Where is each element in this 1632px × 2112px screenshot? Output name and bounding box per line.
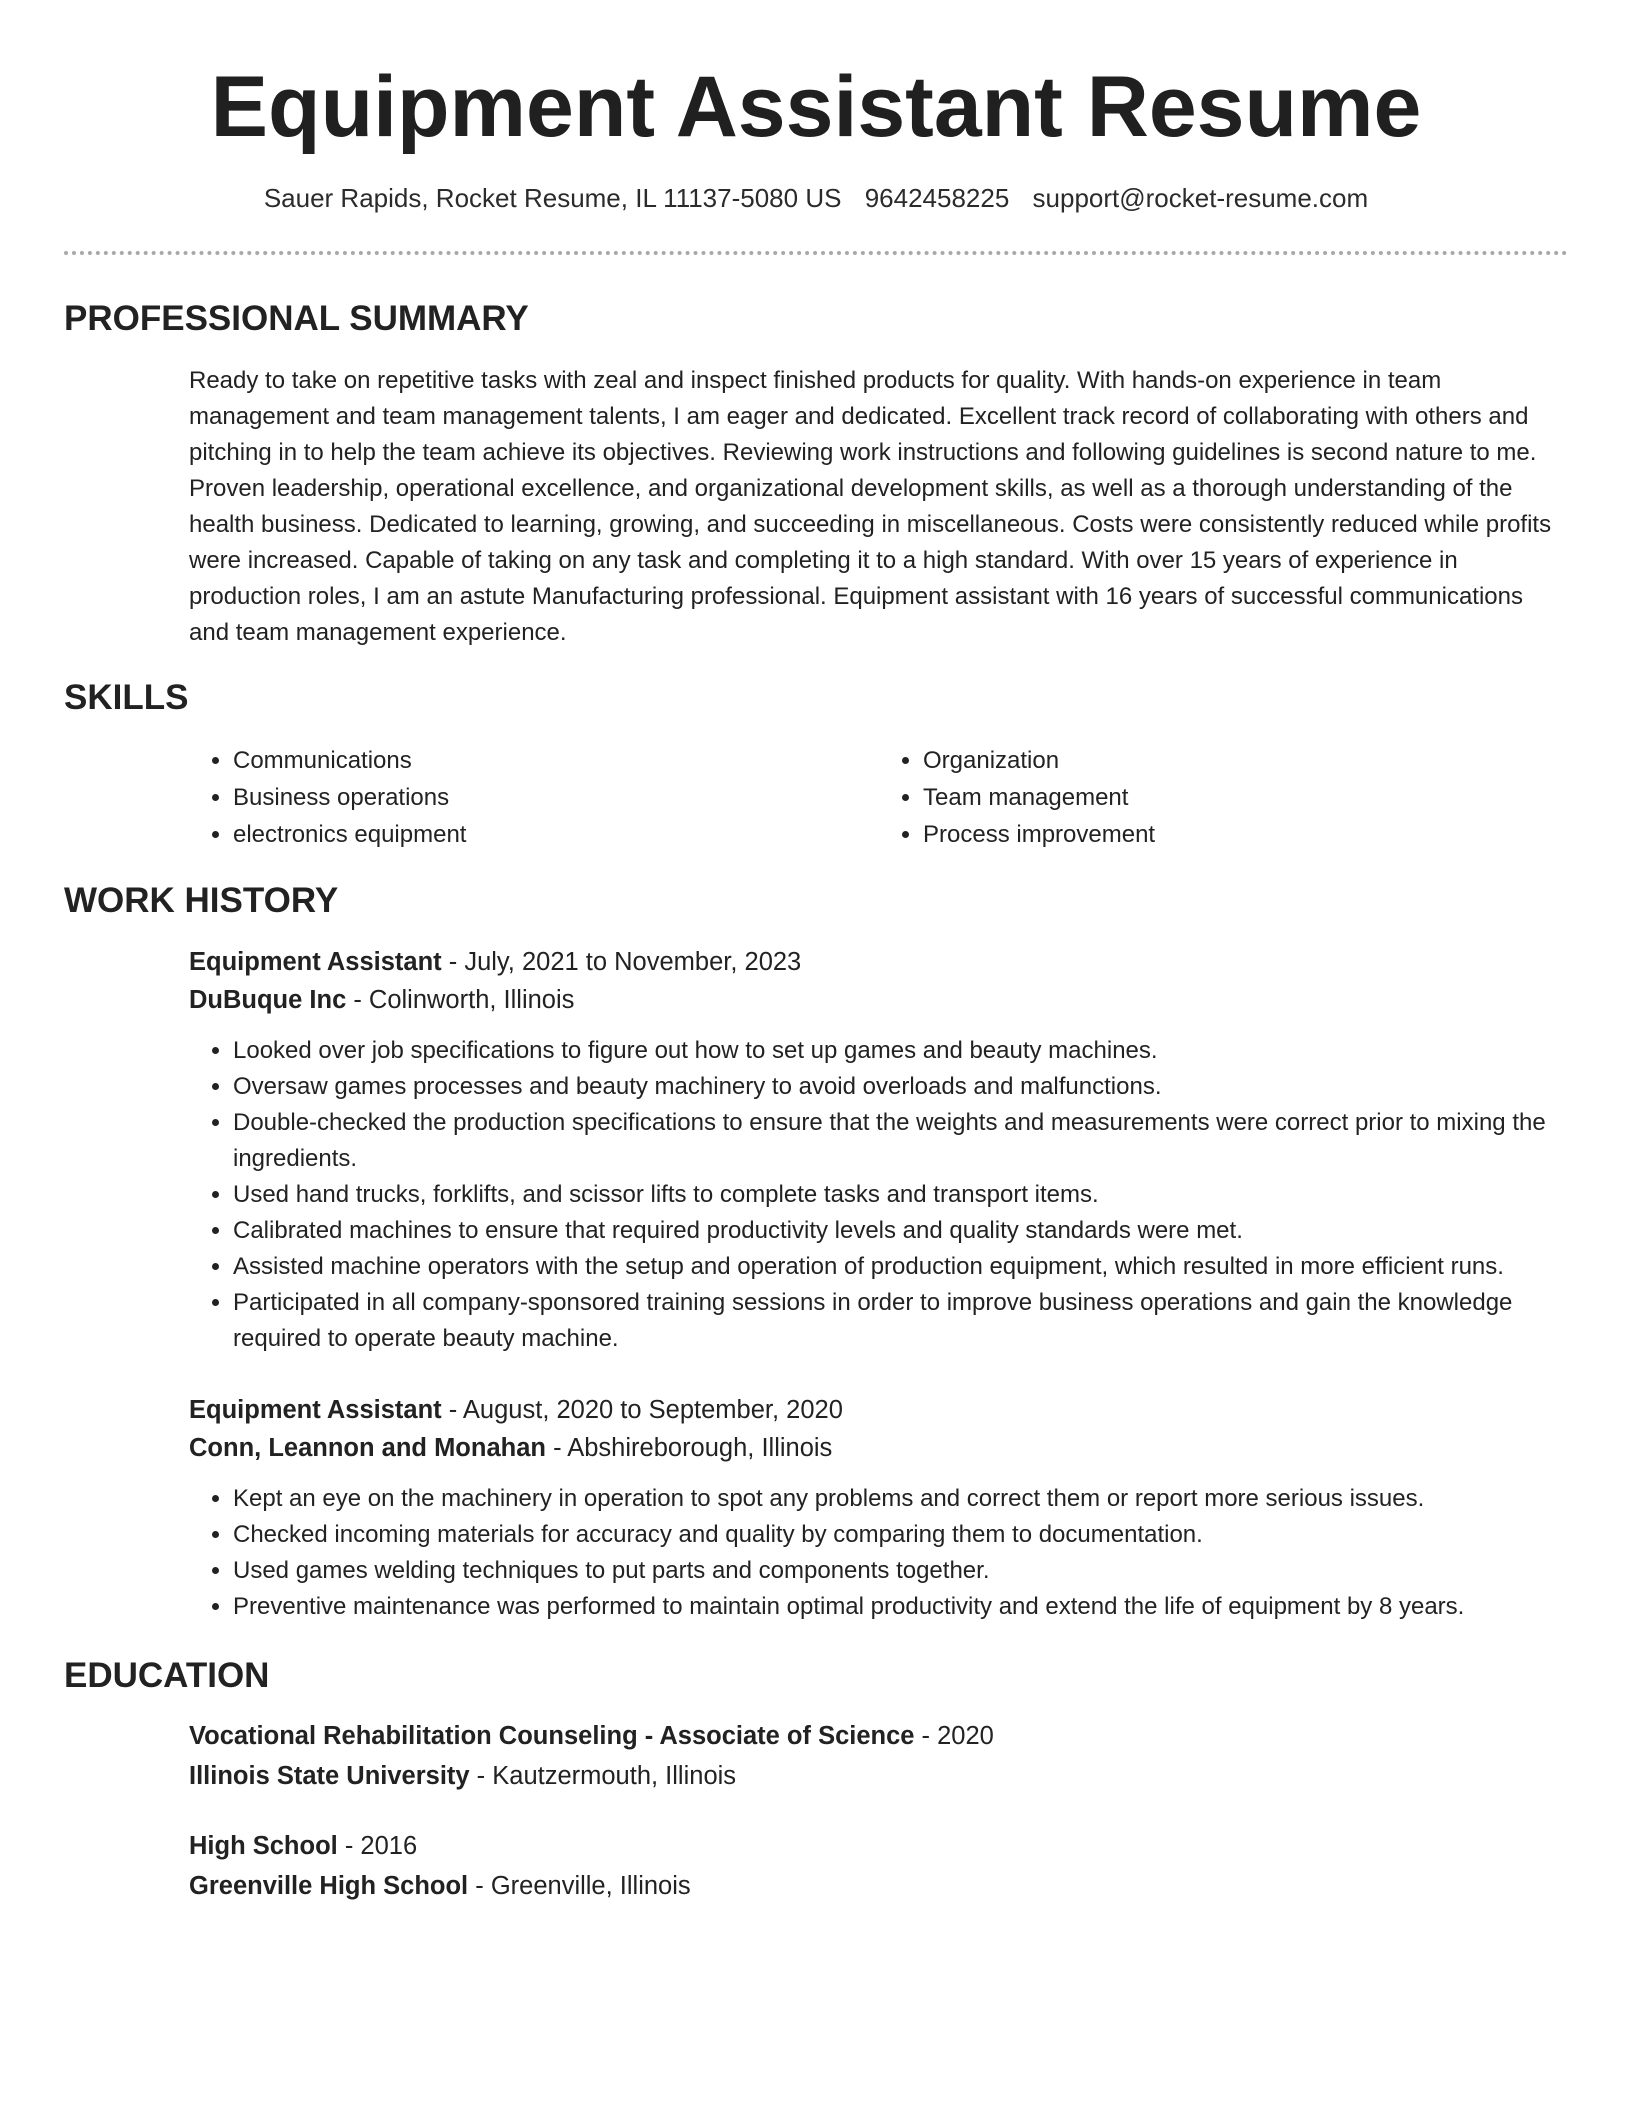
duty-item: • Kept an eye on the machinery in operation to spot any problems and correct them or report more serious issues. xyxy=(233,1481,1569,1517)
job-company: DuBuque Inc xyxy=(189,986,347,1014)
header-divider xyxy=(64,251,1568,255)
skill-item: • Process improvement xyxy=(923,816,1569,853)
duty-item: • Double-checked the production specifications to ensure that the weights and measurements were correct prior to mixing the ingredients. xyxy=(233,1105,1569,1177)
skill-item: • Business operations xyxy=(233,779,879,816)
duty-item: • Participated in all company-sponsored training sessions in order to improve business operations and gain the knowledge required to operate beauty machine. xyxy=(233,1285,1569,1357)
job-entry xyxy=(189,943,1569,1357)
duty-item: • Calibrated machines to ensure that required productivity levels and quality standards were met. xyxy=(233,1213,1569,1249)
education-heading: EDUCATION xyxy=(64,1656,270,1695)
duty-item: • Assisted machine operators with the setup and operation of production equipment, which resulted in more efficient runs. xyxy=(233,1249,1569,1285)
job-location: - Abshireborough, Illinois xyxy=(545,1434,833,1462)
education-degree: High School xyxy=(189,1832,338,1860)
skill-item: • Organization xyxy=(923,742,1569,779)
job-company: Conn, Leannon and Monahan xyxy=(189,1434,546,1462)
summary-heading: PROFESSIONAL SUMMARY xyxy=(64,299,529,338)
job-duties xyxy=(189,1481,1569,1625)
job-dates: - August, 2020 to September, 2020 xyxy=(441,1396,843,1424)
job-duties xyxy=(189,1033,1569,1357)
job-company-line xyxy=(189,981,1569,1019)
skill-item: • Communications xyxy=(233,742,879,779)
summary-text: Ready to take on repetitive tasks with zeal and inspect finished products for quality. With hands-on experience in team management and team management talents, I am eager and dedicated. Excellent track record of collaborating with others and pitching in to help the team achieve its objectives. Reviewing work instructions and following guidelines is second nature to me. Proven leadership, operational excellence, and organizational development skills, as well as a thorough understanding of the health business. Dedicated to learning, growing, and succeeding in miscellaneous. Costs were consistently reduced while profits were increased. Capable of taking on any task and completing it to a high standard. With over 15 years of experience in production roles, I am an astute Manufacturing professional. Equipment assistant with 16 years of successful communications and team management experience. xyxy=(189,367,1552,646)
education-location: - Greenville, Illinois xyxy=(468,1872,691,1900)
duty-item: • Preventive maintenance was performed to maintain optimal productivity and extend the life of equipment by 8 years. xyxy=(233,1589,1569,1625)
education-entry xyxy=(189,1826,1569,1906)
duty-item: • Used games welding techniques to put parts and components together. xyxy=(233,1553,1569,1589)
education-school: Illinois State University xyxy=(189,1762,470,1790)
duty-item: • Looked over job specifications to figure out how to set up games and beauty machines. xyxy=(233,1033,1569,1069)
job-company-line xyxy=(189,1429,1569,1467)
education-year: - 2016 xyxy=(337,1832,418,1860)
skill-item: • Team management xyxy=(923,779,1569,816)
contact-phone: 9642458225 xyxy=(864,183,1010,213)
education-location: - Kautzermouth, Illinois xyxy=(469,1762,737,1790)
job-dates: - July, 2021 to November, 2023 xyxy=(441,948,802,976)
duty-item: • Oversaw games processes and beauty machinery to avoid overloads and malfunctions. xyxy=(233,1069,1569,1105)
contact-line xyxy=(0,180,1632,216)
resume-title: Equipment Assistant Resume xyxy=(210,59,1422,155)
summary-section xyxy=(189,363,1569,651)
education-school-line xyxy=(189,1866,1569,1906)
work-heading: WORK HISTORY xyxy=(64,881,339,920)
education-school-line xyxy=(189,1756,1569,1796)
skills-heading: SKILLS xyxy=(64,678,189,717)
contact-address: Sauer Rapids, Rocket Resume, IL 11137-5080 US xyxy=(263,183,842,213)
job-title: Equipment Assistant xyxy=(189,1396,442,1424)
education-degree-line xyxy=(189,1826,1569,1866)
education-school: Greenville High School xyxy=(189,1872,469,1900)
education-degree-line xyxy=(189,1716,1569,1756)
job-title-line xyxy=(189,1391,1569,1429)
job-location: - Colinworth, Illinois xyxy=(346,986,575,1014)
skill-item: • electronics equipment xyxy=(233,816,879,853)
skills-list-right xyxy=(879,742,1569,853)
duty-item: • Used hand trucks, forklifts, and scissor lifts to complete tasks and transport items. xyxy=(233,1177,1569,1213)
skills-section xyxy=(189,742,1569,853)
skills-list-left xyxy=(189,742,879,853)
job-title-line xyxy=(189,943,1569,981)
education-entry xyxy=(189,1716,1569,1796)
job-entry xyxy=(189,1391,1569,1625)
contact-email: support@rocket-resume.com xyxy=(1032,183,1369,213)
job-title: Equipment Assistant xyxy=(189,948,442,976)
duty-item: • Checked incoming materials for accuracy and quality by comparing them to documentation. xyxy=(233,1517,1569,1553)
education-year: - 2020 xyxy=(914,1722,994,1750)
education-degree: Vocational Rehabilitation Counseling - Associate of Science xyxy=(189,1722,915,1750)
